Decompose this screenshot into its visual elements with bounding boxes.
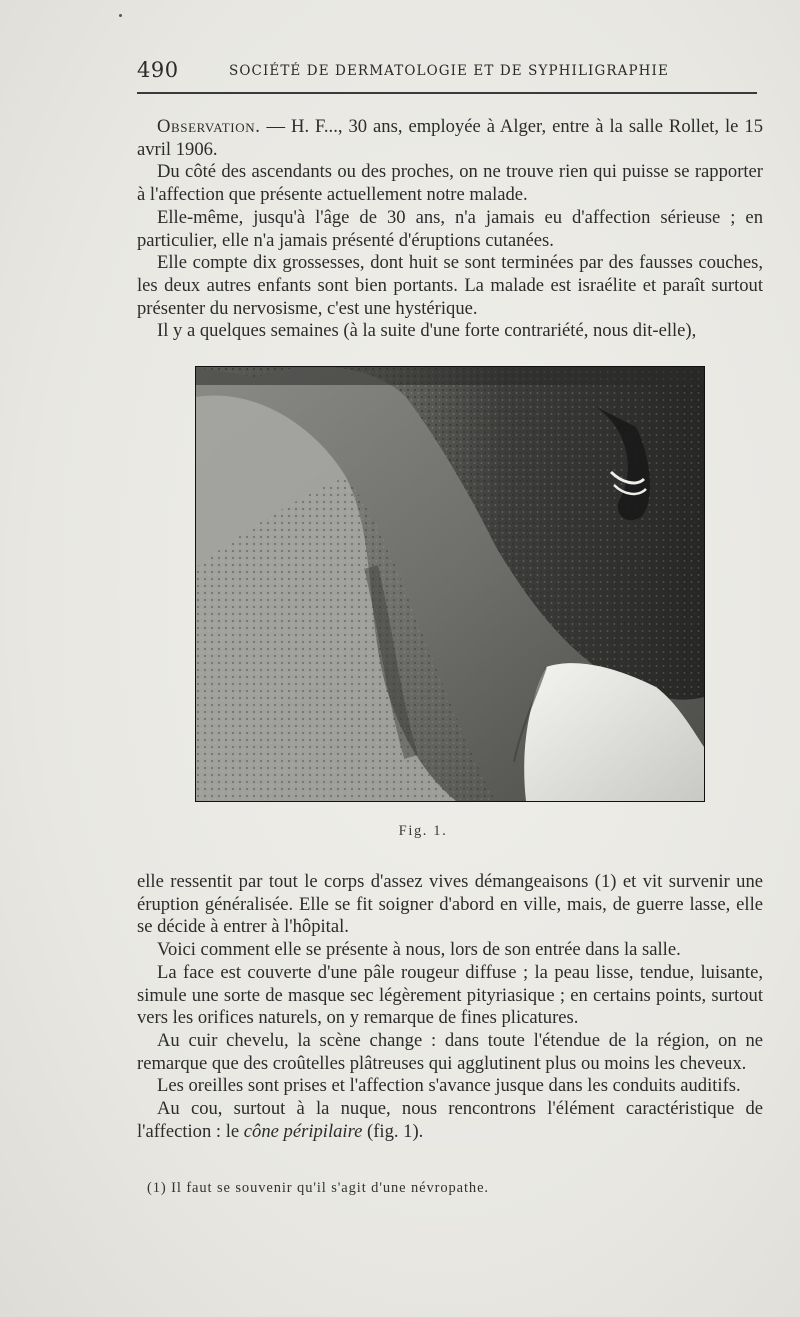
neck-text-end: (fig. 1). [362,1120,424,1142]
body-text-top [137,116,763,343]
neck-skin-photo [196,367,704,801]
paragraph-observation [137,116,763,161]
paragraph-pregnancies: Elle compte dix grossesses, dont huit se sont terminées par des fausses couches, les deux autres enfants sont bien portants. La malade est israélite et paraît surtout présenter du nervosisme, c'est une hystérique. [137,252,763,319]
paragraph-neck [137,1098,763,1143]
footnote: (1) Il faut se souvenir qu'il s'agit d'une névropathe. [147,1180,489,1196]
paragraph-face: La face est couverte d'une pâle rougeur diffuse ; la peau lisse, tendue, luisante, simule une sorte de masque sec légèrement pityriasique ; en certains points, surtout vers les orifices naturels, on y remarque de fines plicatures. [137,961,763,1029]
observation-text: — H. F..., 30 ans, employée à Alger, entre à la salle Rollet, le 15 avril 1906. [137,116,763,160]
figure-photograph [195,366,705,802]
paragraph-admission: Voici comment elle se présente à nous, lors de son entrée dans la salle. [157,939,681,961]
paragraph-history: Elle-même, jusqu'à l'âge de 30 ans, n'a jamais eu d'affection sérieuse ; en particulier, elle n'a jamais présenté d'éruptions cutanées. [137,206,763,251]
paragraph-eruption: elle ressentit par tout le corps d'assez vives démangeaisons (1) et vit survenir une éruption généralisée. Elle se fit soigner d'abord en ville, mais, de guerre lasse, elle se décide à entrer à l'hôpital. [137,871,763,938]
neck-term-italic: cône péripilaire [243,1120,363,1142]
paper-speck [119,14,122,17]
neck-text-start: Au cou, surtout à la nuque, nous rencontrons l'élément caractéristique de l'affection : le [137,1098,763,1142]
paragraph-scalp: Au cuir chevelu, la scène change : dans toute l'étendue de la région, on ne remarque que des croûtelles plâtreuses qui agglutinent plus ou moins les cheveux. [137,1029,763,1074]
figure-caption: Fig. 1. [398,823,448,839]
body-text-bottom [137,871,763,1143]
observation-label: Observation. [157,116,261,137]
header-rule [137,92,757,94]
paragraph-ears: Les oreilles sont prises et l'affection s'avance jusque dans les conduits auditifs. [157,1075,741,1097]
paragraph-onset: Il y a quelques semaines (à la suite d'une forte contrariété, nous dit-elle), [157,320,697,342]
running-head [137,58,760,86]
running-title: SOCIÉTÉ DE DERMATOLOGIE ET DE SYPHILIGRAPHIE [229,63,669,79]
paragraph-ascendants: Du côté des ascendants ou des proches, on ne trouve rien qui puisse se rapporter à l'affection que présente actuellement notre malade. [137,161,763,206]
page-number: 490 [137,58,179,82]
